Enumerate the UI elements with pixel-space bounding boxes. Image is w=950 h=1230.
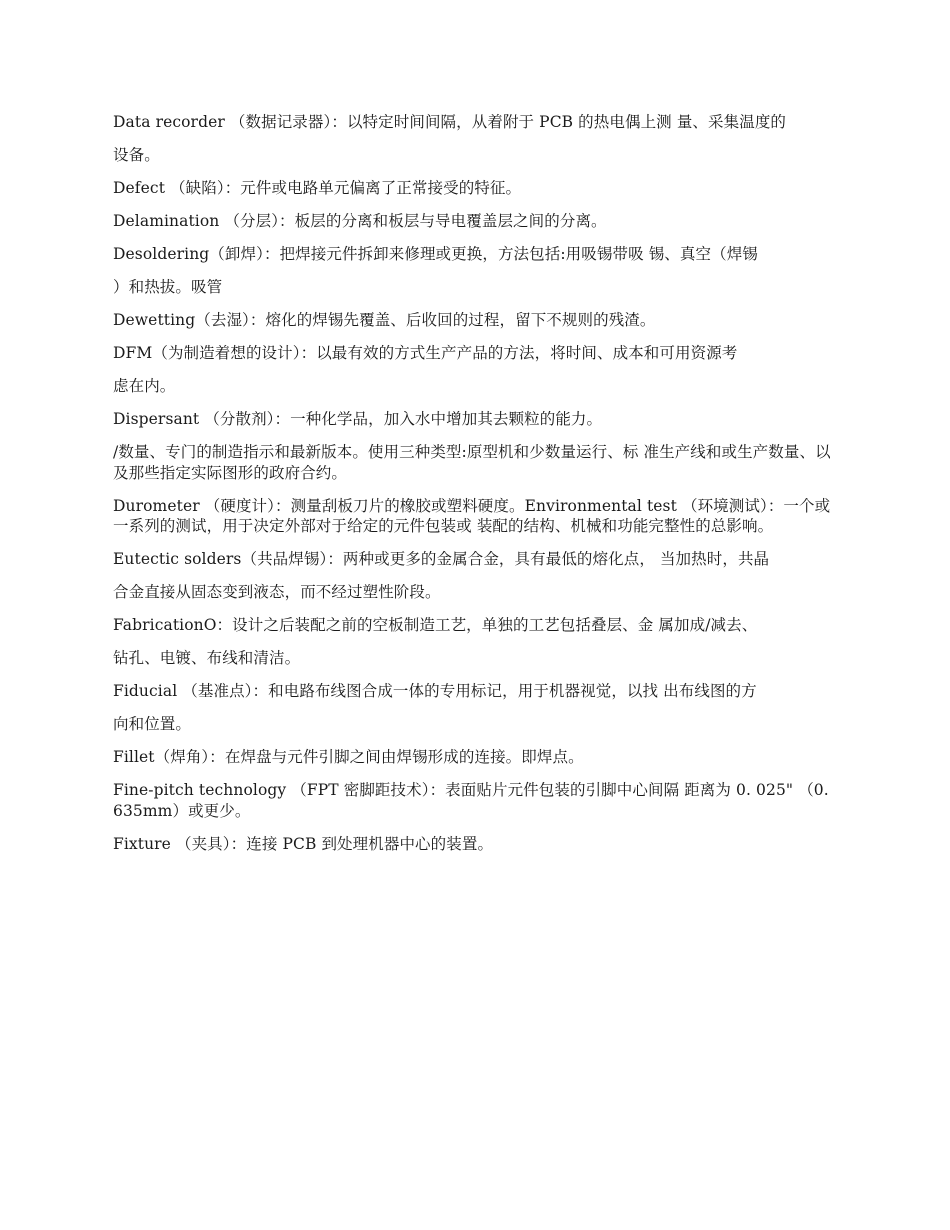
paragraph-desoldering: Desoldering（卸焊）：把焊接元件拆卸来修理或更换，方法包括:用吸锡带吸 锡、真空（焊锡 bbox=[113, 245, 758, 263]
paragraph-durometer: Durometer （硬度计）：测量刮板刀片的橡胶或塑料硬度。Environmental test （环境测试）：一个或一系列的测试，用于决定外部对于给定的元件包装或 装配的结构、机械和功能完整性的总影响。 bbox=[113, 496, 831, 535]
paragraph-fixture: Fixture （夹具）：连接 PCB 到处理机器中心的装置。 bbox=[113, 834, 494, 853]
paragraph-dfm: DFM（为制造着想的设计）：以最有效的方式生产产品的方法，将时间、成本和可用资源考 bbox=[113, 344, 738, 362]
paragraph-fabrication-cont: 钻孔、电镀、布线和清洁。 bbox=[113, 649, 301, 667]
document-page bbox=[113, 112, 841, 867]
paragraph-documentation: /数量、专门的制造指示和最新版本。使用三种类型:原型机和少数量运行、标 准生产线和或生产数量、以及那些指定实际图形的政府合约。 bbox=[113, 443, 831, 482]
paragraph-fiducial: Fiducial （基准点）：和电路布线图合成一体的专用标记，用于机器视觉，以找 出布线图的方 bbox=[113, 682, 757, 700]
paragraph-fine-pitch: Fine-pitch technology （FPT 密脚距技术）：表面贴片元件包装的引脚中心间隔 距离为 0. 025" （0. 635mm）或更少。 bbox=[113, 781, 834, 820]
paragraph-dfm-cont: 虑在内。 bbox=[113, 377, 176, 395]
paragraph-eutectic-solders: Eutectic solders（共品焊锡）：两种或更多的金属合金，具有最低的熔化点， 当加热时，共晶 bbox=[113, 550, 770, 568]
paragraph-defect: Defect （缺陷）：元件或电路单元偏离了正常接受的特征。 bbox=[113, 179, 522, 197]
paragraph-dewetting: Dewetting（去湿）：熔化的焊锡先覆盖、后收回的过程，留下不规则的残渣。 bbox=[113, 311, 656, 329]
paragraph-data-recorder: Data recorder （数据记录器）：以特定时间间隔，从着附于 PCB 的热电偶上测 量、采集温度的 bbox=[113, 113, 787, 131]
paragraph-desoldering-cont: ）和热拔。吸管 bbox=[113, 278, 223, 296]
paragraph-eutectic-solders-cont: 合金直接从固态变到液态，而不经过塑性阶段。 bbox=[113, 583, 441, 601]
paragraph-dispersant: Dispersant （分散剂）：一种化学品，加入水中增加其去颗粒的能力。 bbox=[113, 410, 603, 428]
paragraph-fabrication: FabricationO：设计之后装配之前的空板制造工艺，单独的工艺包括叠层、金 属加成/减去、 bbox=[113, 616, 758, 634]
paragraph-fillet: Fillet（焊角）：在焊盘与元件引脚之间由焊锡形成的连接。即焊点。 bbox=[113, 748, 584, 766]
paragraph-delamination: Delamination （分层）：板层的分离和板层与导电覆盖层之间的分离。 bbox=[113, 212, 607, 230]
paragraph-data-recorder-cont: 设备。 bbox=[113, 146, 160, 164]
paragraph-fiducial-cont: 向和位置。 bbox=[113, 715, 192, 733]
